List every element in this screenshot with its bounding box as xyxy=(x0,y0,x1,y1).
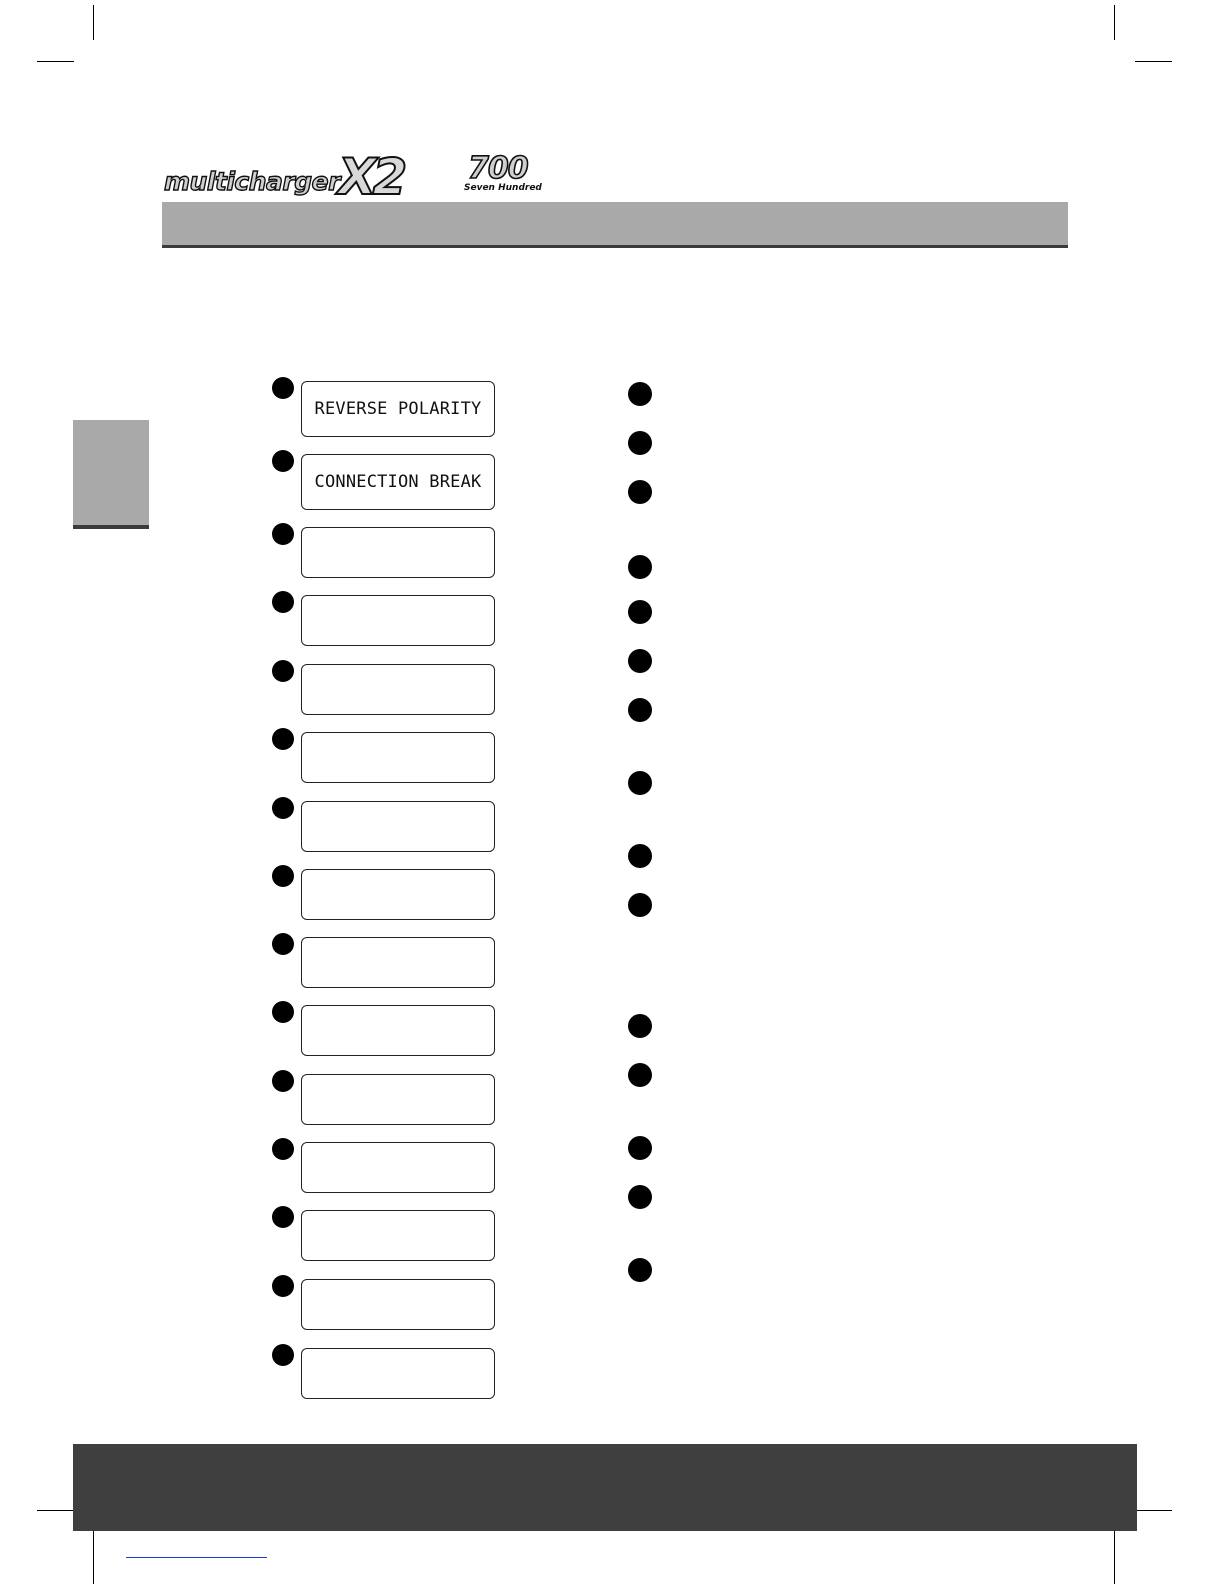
bullet-marker xyxy=(628,1063,652,1087)
lcd-display xyxy=(301,1279,495,1330)
svg-text:multicharger: multicharger xyxy=(164,167,340,196)
bullet-marker xyxy=(272,591,294,613)
bullet-marker xyxy=(628,649,652,673)
bullet-marker xyxy=(272,797,294,819)
bullet-marker xyxy=(628,431,652,455)
lcd-display xyxy=(301,1005,495,1056)
bullet-marker xyxy=(628,382,652,406)
crop-mark xyxy=(1135,1510,1172,1511)
lcd-display xyxy=(301,527,495,578)
bullet-marker xyxy=(272,377,294,399)
lcd-display xyxy=(301,732,495,783)
lcd-display xyxy=(301,937,495,988)
bullet-marker xyxy=(628,844,652,868)
bullet-marker xyxy=(628,1185,652,1209)
lcd-display xyxy=(301,1074,495,1125)
lcd-display xyxy=(301,801,495,852)
lcd-display xyxy=(301,595,495,646)
crop-mark xyxy=(93,5,94,40)
lcd-display xyxy=(301,1348,495,1399)
bullet-marker xyxy=(628,1014,652,1038)
crop-mark xyxy=(37,1510,74,1511)
footer-bar xyxy=(73,1444,1137,1531)
bullet-marker xyxy=(272,1001,294,1023)
bullet-marker xyxy=(272,1275,294,1297)
lcd-display: CONNECTION BREAK xyxy=(301,454,495,510)
bullet-marker xyxy=(628,1136,652,1160)
bullet-marker xyxy=(628,555,652,579)
bullet-marker xyxy=(628,1258,652,1282)
bullet-marker xyxy=(628,480,652,504)
bullet-marker xyxy=(272,933,294,955)
crop-mark xyxy=(37,61,74,62)
lcd-display xyxy=(301,664,495,715)
crop-mark xyxy=(1135,61,1172,62)
bullet-marker xyxy=(272,1070,294,1092)
bullet-marker xyxy=(272,1206,294,1228)
bullet-marker xyxy=(272,450,294,472)
svg-text:X2: X2 xyxy=(338,150,404,198)
crop-mark xyxy=(93,1531,94,1584)
crop-mark xyxy=(1114,5,1115,40)
bullet-marker xyxy=(272,523,294,545)
svg-text:Seven Hundred: Seven Hundred xyxy=(464,183,542,193)
lcd-display: REVERSE POLARITY xyxy=(301,381,495,437)
crop-mark xyxy=(1114,1531,1115,1584)
bullet-marker xyxy=(628,600,652,624)
svg-text:700: 700 xyxy=(468,151,528,186)
header-bar xyxy=(162,202,1068,248)
bullet-marker xyxy=(628,893,652,917)
bullet-marker xyxy=(272,1344,294,1366)
bullet-marker xyxy=(272,1138,294,1160)
lcd-display xyxy=(301,1142,495,1193)
bullet-marker xyxy=(272,728,294,750)
footer-link-underline[interactable] xyxy=(126,1557,267,1558)
bullet-marker xyxy=(628,771,652,795)
bullet-marker xyxy=(272,865,294,887)
multicharger-logo xyxy=(162,150,562,198)
lcd-display xyxy=(301,1210,495,1261)
bullet-marker xyxy=(628,698,652,722)
lcd-display xyxy=(301,869,495,920)
chapter-tab xyxy=(73,420,149,529)
bullet-marker xyxy=(272,660,294,682)
